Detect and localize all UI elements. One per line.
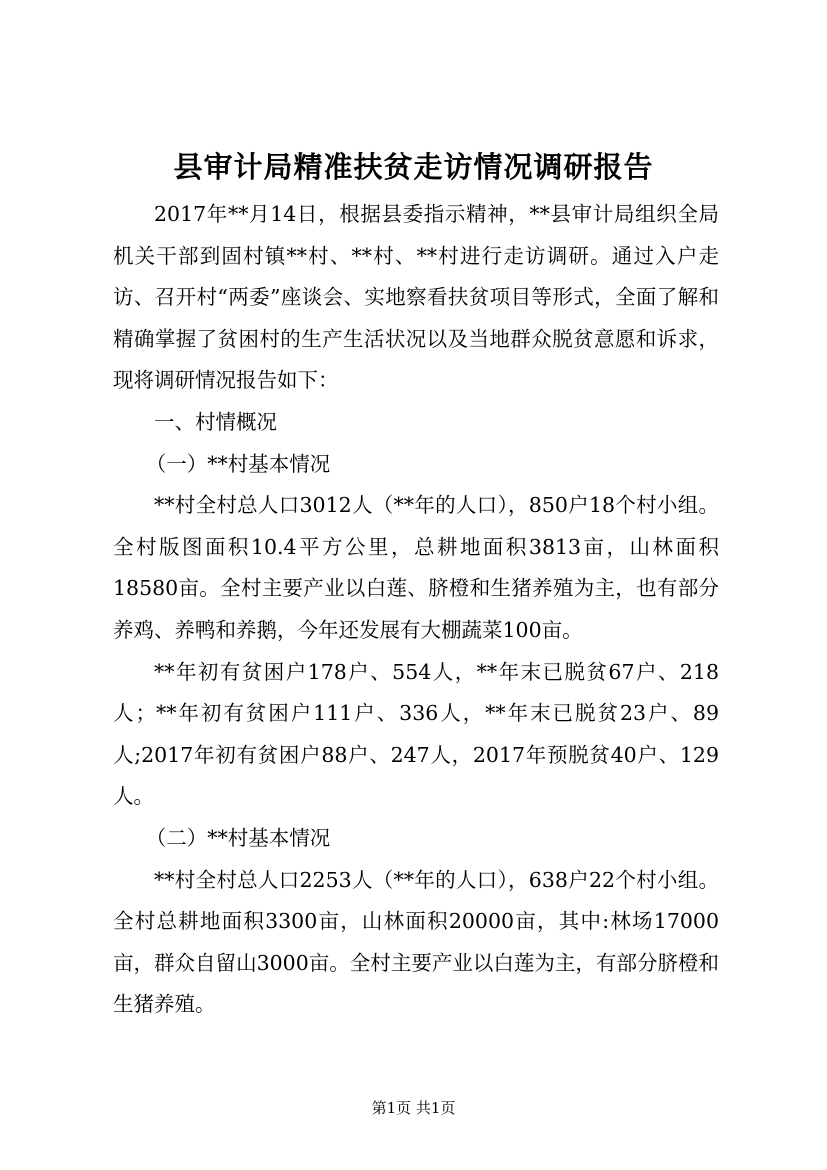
subsection-heading: （一）**村基本情况	[145, 451, 331, 476]
body-paragraph: **村全村总人口2253人（**年的人口），638户22个村小组。全村总耕地面积3300亩，山林面积20000亩，其中:林场17000亩，群众自留山3000亩。全村主要产业以白莲为主，有部分脐橙和生猪养殖。	[113, 867, 719, 1017]
body-paragraph: **年初有贫困户178户、554人，**年末已脱贫67户、218人；**年初有贫困户111户、336人，**年末已脱贫23户、89人;2017年初有贫困户88户、247人，2017年预脱贫40户、129人。	[113, 659, 719, 809]
document-body	[113, 194, 719, 1026]
intro-paragraph: 2017年**月14日，根据县委指示精神，**县审计局组织全局机关干部到固村镇**村、**村、**村进行走访调研。通过入户走访、召开村“两委”座谈会、实地察看扶贫项目等形式，全面了解和精确掌握了贫困村的生产生活状况以及当地群众脱贫意愿和诉求，现将调研情况报告如下：	[113, 202, 719, 393]
section-heading: 一、村情概况	[154, 409, 277, 434]
page-footer: 第1页 共1页	[371, 1099, 456, 1117]
document-title: 县审计局精准扶贫走访情况调研报告	[173, 150, 654, 184]
subsection-heading: （二）**村基本情况	[145, 825, 331, 850]
body-paragraph: **村全村总人口3012人（**年的人口），850户18个村小组。全村版图面积10.4平方公里，总耕地面积3813亩，山林面积18580亩。全村主要产业以白莲、脐橙和生猪养殖为主，也有部分养鸡、养鸭和养鹅，今年还发展有大棚蔬菜100亩。	[113, 493, 719, 642]
